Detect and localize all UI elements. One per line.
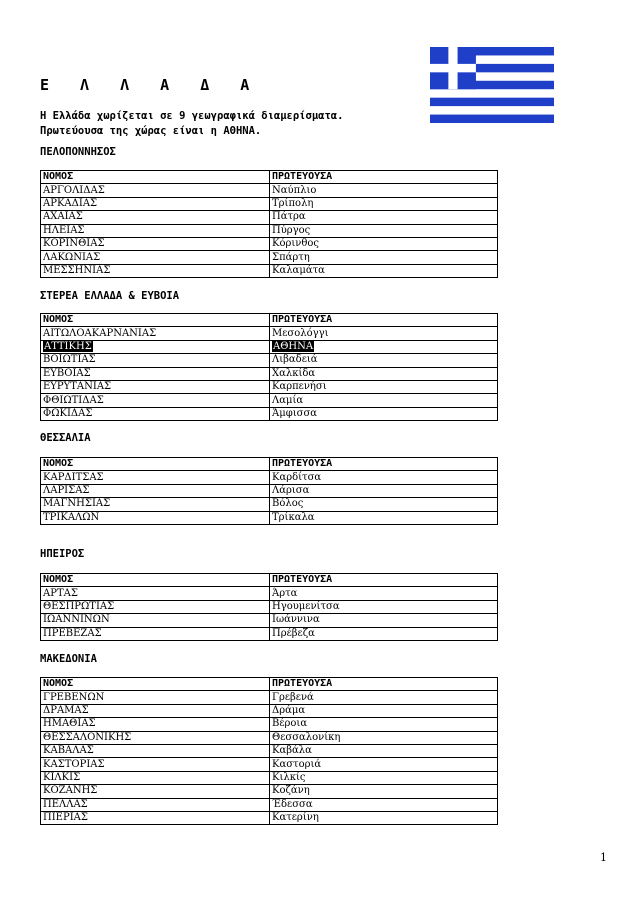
nomos-cell <box>41 354 270 367</box>
protevousa-cell <box>270 327 498 340</box>
nomos-cell-text: ΓΡΕΒΕΝΩΝ <box>43 691 105 703</box>
column-header-protevousa: ΠΡΩΤΕΥΟΥΣΑ <box>270 171 498 184</box>
table-header-row <box>41 678 498 691</box>
protevousa-cell <box>270 691 498 704</box>
nomos-cell-text: ΤΡΙΚΑΛΩΝ <box>43 511 100 523</box>
protevousa-cell <box>270 211 498 224</box>
column-header-nomos: ΝΟΜΟΣ <box>41 171 270 184</box>
column-header-protevousa: ΠΡΩΤΕΥΟΥΣΑ <box>270 678 498 691</box>
protevousa-cell-text: Κοζάνη <box>272 785 310 797</box>
nomos-cell-text: ΔΡΑΜΑΣ <box>43 704 89 716</box>
nomos-cell-text: ΑΤΤΙΚΗΣ <box>44 340 92 352</box>
table-row <box>41 587 498 600</box>
protevousa-cell-text: Τρίπολη <box>272 197 314 209</box>
table-row <box>41 394 498 407</box>
nomos-cell-text: ΚΑΣΤΟΡΙΑΣ <box>43 758 105 770</box>
protevousa-cell <box>270 380 498 393</box>
table-row <box>41 211 498 224</box>
column-header-protevousa: ΠΡΩΤΕΥΟΥΣΑ <box>270 574 498 587</box>
table-row <box>41 614 498 627</box>
nomos-cell <box>41 264 270 277</box>
protevousa-cell <box>270 224 498 237</box>
nomos-cell-text: ΛΑΚΩΝΙΑΣ <box>43 251 101 263</box>
nomos-cell <box>41 627 270 640</box>
table-sterea-ellada <box>40 313 498 421</box>
table-header-row <box>41 171 498 184</box>
protevousa-cell <box>270 184 498 197</box>
nomos-cell-text: ΜΑΓΝΗΣΙΑΣ <box>43 498 111 510</box>
nomos-cell <box>41 197 270 210</box>
protevousa-cell <box>270 704 498 717</box>
protevousa-cell <box>270 614 498 627</box>
protevousa-cell <box>270 758 498 771</box>
nomos-cell-text: ΗΜΑΘΙΑΣ <box>43 718 96 730</box>
nomos-cell <box>41 600 270 613</box>
nomos-cell-text: ΚΑΒΑΛΑΣ <box>43 745 94 757</box>
protevousa-cell-text: Καβάλα <box>272 745 312 757</box>
table-row <box>41 691 498 704</box>
table-row <box>41 264 498 277</box>
protevousa-cell <box>270 771 498 784</box>
protevousa-cell-text: Κόρινθος <box>272 238 320 250</box>
nomos-cell-text: ΒΟΙΩΤΙΑΣ <box>43 354 96 366</box>
nomos-cell <box>41 798 270 811</box>
nomos-cell <box>41 394 270 407</box>
column-header-nomos: ΝΟΜΟΣ <box>41 678 270 691</box>
protevousa-cell-text: Καστοριά <box>272 758 322 770</box>
protevousa-cell <box>270 718 498 731</box>
protevousa-cell-text: Ναύπλιο <box>272 184 317 196</box>
protevousa-cell <box>270 471 498 484</box>
greek-flag <box>430 47 554 123</box>
table-row <box>41 197 498 210</box>
protevousa-cell <box>270 407 498 420</box>
protevousa-cell <box>270 587 498 600</box>
column-header-nomos: ΝΟΜΟΣ <box>41 314 270 327</box>
table-peloponnisos <box>40 170 498 278</box>
nomos-cell <box>41 340 270 353</box>
protevousa-cell-text: Κατερίνη <box>272 812 319 824</box>
protevousa-cell-text: Καρπενήσι <box>272 381 327 393</box>
table-row <box>41 380 498 393</box>
protevousa-cell-text: Χαλκίδα <box>272 367 316 379</box>
protevousa-cell-text: Καλαμάτα <box>272 264 325 276</box>
protevousa-cell-text: Άμφισσα <box>272 407 318 419</box>
nomos-cell-text: ΘΕΣΣΑΛΟΝΙΚΗΣ <box>43 731 132 743</box>
intro-line-1: Η Ελλάδα χωρίζεται σε 9 γεωγραφικά διαμερίσματα. <box>40 110 344 122</box>
nomos-cell <box>41 704 270 717</box>
protevousa-cell-text: Λιβαδειά <box>272 354 318 366</box>
protevousa-cell <box>270 798 498 811</box>
table-row <box>41 798 498 811</box>
column-header-nomos: ΝΟΜΟΣ <box>41 574 270 587</box>
nomos-cell-text: ΕΥΡΥΤΑΝΙΑΣ <box>43 381 112 393</box>
protevousa-cell <box>270 354 498 367</box>
nomos-cell-text: ΦΩΚΙΔΑΣ <box>43 407 93 419</box>
nomos-cell-text: ΕΥΒΟΙΑΣ <box>43 367 91 379</box>
nomos-cell-text: ΠΡΕΒΕΖΑΣ <box>43 627 102 639</box>
protevousa-cell <box>270 498 498 511</box>
nomos-cell <box>41 718 270 731</box>
nomos-cell-text: ΚΑΡΔΙΤΣΑΣ <box>43 471 104 483</box>
nomos-cell-text: ΚΙΛΚΙΣ <box>43 771 81 783</box>
nomos-cell <box>41 407 270 420</box>
protevousa-cell-text: Ιωάννινα <box>272 614 320 626</box>
nomos-cell-text: ΘΕΣΠΡΩΤΙΑΣ <box>43 600 115 612</box>
table-row <box>41 627 498 640</box>
protevousa-cell-text: Τρίκαλα <box>272 511 315 523</box>
nomos-cell-text: ΑΡΤΑΣ <box>43 587 78 599</box>
protevousa-cell-text: Καρδίτσα <box>272 471 322 483</box>
protevousa-cell <box>270 600 498 613</box>
protevousa-cell <box>270 264 498 277</box>
nomos-cell-text: ΑΡΚΑΔΙΑΣ <box>43 197 98 209</box>
section-title-ipeiros: ΗΠΕΙΡΟΣ <box>40 548 85 560</box>
protevousa-cell <box>270 511 498 524</box>
table-row <box>41 704 498 717</box>
nomos-cell <box>41 731 270 744</box>
protevousa-cell-text: Ηγουμενίτσα <box>272 600 340 612</box>
nomos-cell <box>41 224 270 237</box>
table-row <box>41 407 498 420</box>
table-row <box>41 811 498 824</box>
section-title-peloponnisos: ΠΕΛΟΠΟΝΝΗΣΟΣ <box>40 146 116 158</box>
nomos-cell-text: ΠΕΛΛΑΣ <box>43 798 88 810</box>
protevousa-cell-text: Έδεσσα <box>272 798 313 810</box>
nomos-cell <box>41 251 270 264</box>
table-row <box>41 237 498 250</box>
column-header-nomos: ΝΟΜΟΣ <box>41 458 270 471</box>
table-row <box>41 785 498 798</box>
nomos-cell-text: ΙΩΑΝΝΙΝΩΝ <box>43 614 110 626</box>
section-title-thessalia: ΘΕΣΣΑΛΙΑ <box>40 432 91 444</box>
nomos-cell <box>41 511 270 524</box>
intro-text <box>40 109 343 139</box>
protevousa-cell <box>270 251 498 264</box>
table-header-row <box>41 574 498 587</box>
protevousa-cell-text: Λαμία <box>272 394 304 406</box>
protevousa-cell <box>270 340 498 353</box>
protevousa-cell-text: Πρέβεζα <box>272 627 315 639</box>
protevousa-cell-text: Θεσσαλονίκη <box>272 731 341 743</box>
nomos-cell <box>41 758 270 771</box>
table-row <box>41 327 498 340</box>
nomos-cell <box>41 498 270 511</box>
nomos-cell <box>41 184 270 197</box>
nomos-cell <box>41 237 270 250</box>
table-thessalia <box>40 457 498 525</box>
nomos-cell-text: ΑΙΤΩΛΟΑΚΑΡΝΑΝΙΑΣ <box>43 327 157 339</box>
table-row <box>41 367 498 380</box>
nomos-cell-text: ΚΟΖΑΝΗΣ <box>43 785 98 797</box>
nomos-cell-text: ΦΘΙΩΤΙΔΑΣ <box>43 394 104 406</box>
protevousa-cell-text: Πύργος <box>272 224 311 236</box>
nomos-cell <box>41 785 270 798</box>
table-row <box>41 484 498 497</box>
protevousa-cell <box>270 197 498 210</box>
protevousa-cell <box>270 484 498 497</box>
table-ipeiros <box>40 573 498 641</box>
table-row <box>41 224 498 237</box>
nomos-cell-text: ΜΕΣΣΗΝΙΑΣ <box>43 264 111 276</box>
nomos-cell <box>41 744 270 757</box>
table-row <box>41 718 498 731</box>
protevousa-cell-text: ΑΘΗΝΑ <box>273 340 314 352</box>
table-row <box>41 744 498 757</box>
protevousa-cell <box>270 785 498 798</box>
nomos-cell <box>41 327 270 340</box>
nomos-cell-text: ΠΙΕΡΙΑΣ <box>43 812 88 824</box>
protevousa-cell-text: Βόλος <box>272 498 304 510</box>
table-header-row <box>41 314 498 327</box>
table-makedonia <box>40 677 498 825</box>
section-title-sterea-ellada: ΣΤΕΡΕΑ ΕΛΛΑΔΑ & ΕΥΒΟΙΑ <box>40 290 180 302</box>
nomos-cell <box>41 691 270 704</box>
nomos-cell <box>41 484 270 497</box>
table-row <box>41 731 498 744</box>
section-title-makedonia: ΜΑΚΕΔΟΝΙΑ <box>40 653 97 665</box>
nomos-cell <box>41 380 270 393</box>
nomos-cell <box>41 614 270 627</box>
table-row <box>41 251 498 264</box>
nomos-cell-text: ΚΟΡΙΝΘΙΑΣ <box>43 238 105 250</box>
nomos-cell <box>41 587 270 600</box>
protevousa-cell-text: Μεσολόγγι <box>272 327 329 339</box>
protevousa-cell-text: Άρτα <box>272 587 298 599</box>
protevousa-cell-text: Γρεβενά <box>272 691 314 703</box>
protevousa-cell-text: Βέροια <box>272 718 308 730</box>
nomos-cell <box>41 471 270 484</box>
protevousa-cell-text: Λάρισα <box>272 484 310 496</box>
nomos-cell <box>41 771 270 784</box>
nomos-cell <box>41 211 270 224</box>
table-row <box>41 471 498 484</box>
page-number: 1 <box>600 851 607 864</box>
nomos-cell-text: ΑΧΑΪΑΣ <box>43 211 83 223</box>
protevousa-cell-text: Δράμα <box>272 704 306 716</box>
protevousa-cell-text: Κιλκίς <box>272 771 306 783</box>
table-row <box>41 184 498 197</box>
intro-line-2: Πρωτεύουσα της χώρας είναι η ΑΘΗΝΑ. <box>40 125 262 137</box>
table-row <box>41 600 498 613</box>
nomos-cell-text: ΑΡΓΟΛΙΔΑΣ <box>43 184 105 196</box>
protevousa-cell <box>270 237 498 250</box>
nomos-cell <box>41 367 270 380</box>
protevousa-cell <box>270 811 498 824</box>
protevousa-cell-text: Σπάρτη <box>272 251 310 263</box>
table-row <box>41 511 498 524</box>
nomos-cell-text: ΛΑΡΙΣΑΣ <box>43 484 90 496</box>
protevousa-cell <box>270 731 498 744</box>
protevousa-cell <box>270 627 498 640</box>
table-header-row <box>41 458 498 471</box>
column-header-protevousa: ΠΡΩΤΕΥΟΥΣΑ <box>270 314 498 327</box>
protevousa-cell <box>270 744 498 757</box>
table-row <box>41 340 498 353</box>
column-header-protevousa: ΠΡΩΤΕΥΟΥΣΑ <box>270 458 498 471</box>
protevousa-cell <box>270 367 498 380</box>
table-row <box>41 758 498 771</box>
protevousa-cell <box>270 394 498 407</box>
table-row <box>41 771 498 784</box>
table-row <box>41 498 498 511</box>
table-row <box>41 354 498 367</box>
nomos-cell-text: ΗΛΕΙΑΣ <box>43 224 85 236</box>
nomos-cell <box>41 811 270 824</box>
protevousa-cell-text: Πάτρα <box>272 211 306 223</box>
document-title: Ε Λ Λ Α Δ Α <box>40 76 261 94</box>
